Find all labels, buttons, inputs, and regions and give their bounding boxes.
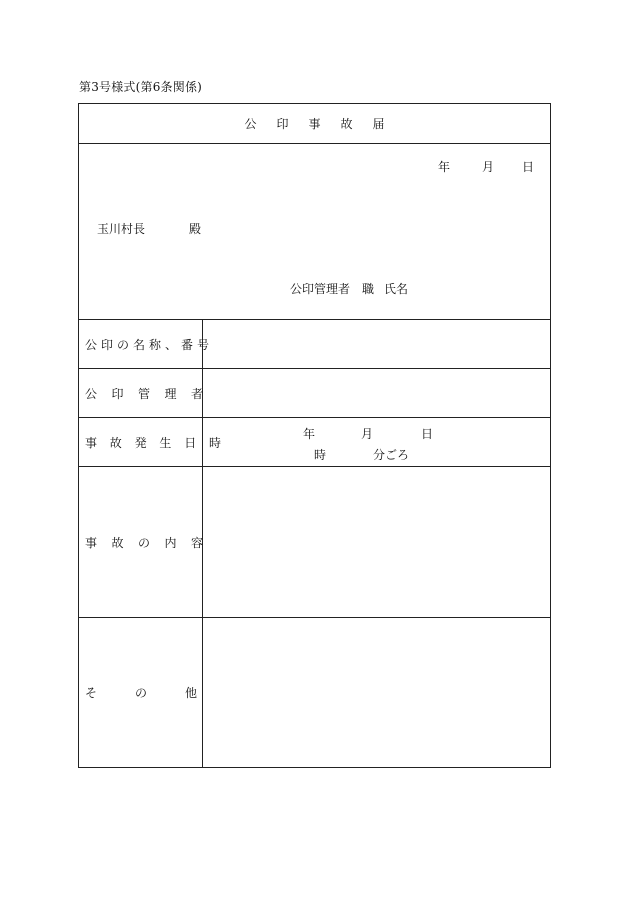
date-day-label: 日 bbox=[521, 160, 534, 174]
occurrence-minute-label: 分ごろ bbox=[373, 448, 410, 462]
seal-custodian-field[interactable] bbox=[203, 369, 550, 417]
seal-name-label-cell bbox=[79, 320, 214, 368]
details-label-cell bbox=[79, 467, 218, 617]
seal-name-field[interactable] bbox=[203, 320, 550, 368]
date-month-label: 月 bbox=[481, 160, 494, 174]
form-title: 公印事故届 bbox=[244, 117, 405, 131]
seal-custodian-row bbox=[79, 369, 550, 418]
other-row bbox=[79, 618, 550, 767]
occurrence-label: 事故発生日時 bbox=[85, 435, 234, 450]
custodian-signature-line bbox=[290, 280, 408, 297]
name-label: 氏名 bbox=[384, 282, 409, 296]
form-number: 第3号様式(第6条関係) bbox=[79, 80, 203, 94]
other-label-cell bbox=[79, 618, 203, 767]
other-label-char-2: の bbox=[134, 686, 147, 700]
seal-custodian-label: 公印管理者 bbox=[85, 386, 218, 401]
occurrence-row bbox=[79, 418, 550, 467]
date-year-label: 年 bbox=[437, 160, 450, 174]
position-label: 職 bbox=[362, 282, 375, 296]
custodian-label: 公印管理者 bbox=[290, 282, 351, 296]
other-label-char-1: そ bbox=[85, 686, 98, 700]
submission-date bbox=[438, 158, 534, 175]
occurrence-month-label: 月 bbox=[361, 427, 374, 441]
seal-name-row bbox=[79, 320, 550, 369]
seal-name-label: 公印の名称、番号 bbox=[85, 337, 214, 352]
seal-incident-form bbox=[78, 103, 551, 768]
occurrence-datetime-field[interactable] bbox=[203, 418, 550, 466]
occurrence-hour-label: 時 bbox=[314, 448, 327, 462]
seal-custodian-label-cell bbox=[79, 369, 218, 417]
title-row bbox=[79, 104, 550, 144]
occurrence-label-cell bbox=[79, 418, 234, 466]
addressee: 玉川村長 bbox=[97, 222, 146, 236]
address-block bbox=[79, 144, 550, 320]
details-label: 事故の内容 bbox=[85, 535, 218, 550]
other-label bbox=[85, 684, 197, 701]
details-row bbox=[79, 467, 550, 618]
other-field[interactable] bbox=[203, 618, 550, 767]
details-field[interactable] bbox=[203, 467, 550, 617]
occurrence-year-label: 年 bbox=[303, 427, 316, 441]
occurrence-day-label: 日 bbox=[421, 427, 434, 441]
honorific: 殿 bbox=[189, 222, 202, 236]
other-label-char-3: 他 bbox=[184, 686, 197, 700]
